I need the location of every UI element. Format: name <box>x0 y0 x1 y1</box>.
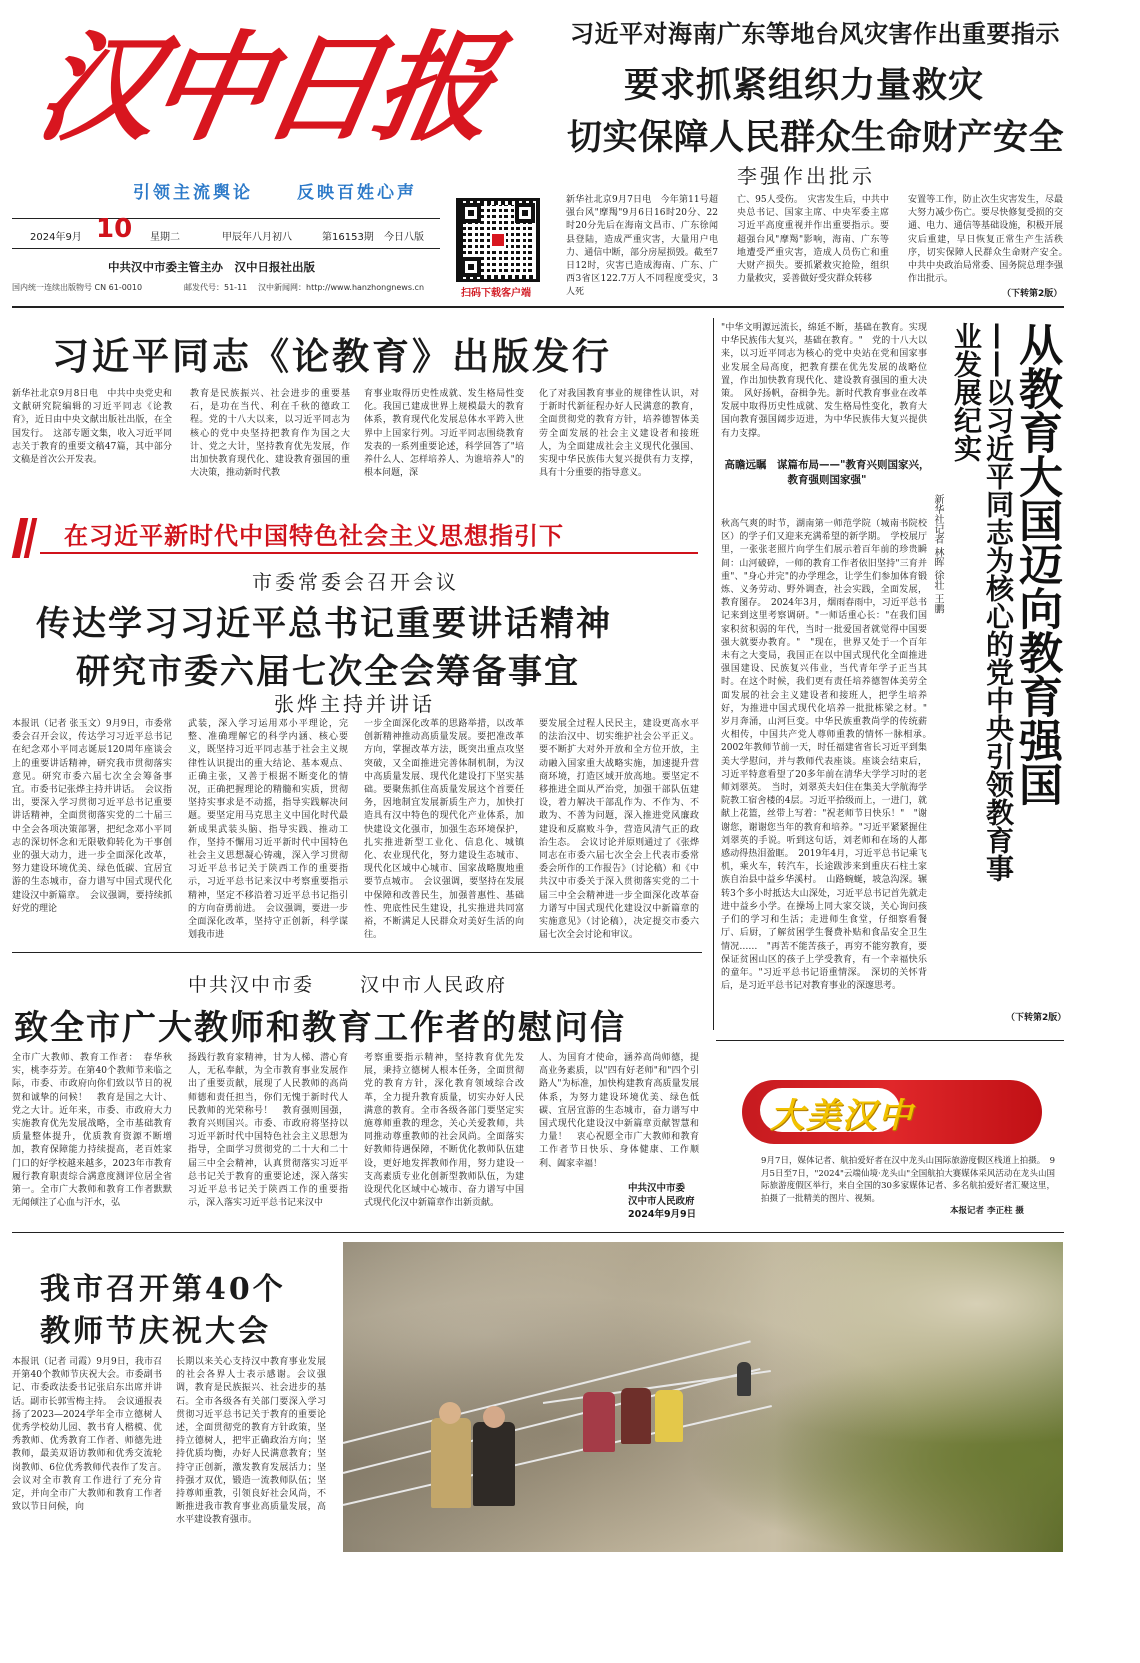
lead-sub: 李强作出批示 <box>737 164 875 188</box>
scenery-photo <box>343 1242 1063 1552</box>
meeting-sub: 张烨主持并讲话 <box>274 692 435 716</box>
book-col-1: 新华社北京9月8日电 中共中央党史和文献研究院编辑的习近平同志《论教育》，近日由中央文献出版社出版，在全国发行。 这部专题文集，收入习近平同志关于教育的重要文稿47篇，其中部分文稿是首次公开发表。 <box>12 389 172 466</box>
lunar-date: 甲辰年八月初八 <box>222 232 292 243</box>
letter-sign-date: 2024年9月9日 <box>628 1209 697 1220</box>
lead-col-3: 安置等工作，防止次生灾害发生，尽最大努力减少伤亡。要尽快修复受损的交通、电力、通信等基础设施，积极开展灾后重建，早日恢复正常生产生活秩序，切实保障人民群众生命财产安全。 中共中央政治局常委、国务院总理李强作出批示。 <box>908 195 1073 285</box>
meeting-col-1: 本报讯（记者 张玉文）9月9日，市委常委会召开会议，传达学习习近平总书记在纪念邓小平同志诞辰120周年座谈会上的重要讲话精神，研究我市贯彻落实意见。研究市委六届七次全会筹备事宜。市委书记张烨主持并讲话。 会议指出，要深入学习贯彻习近平总书记重要讲话精神，全面贯彻落实党的二十届三中全会各项决策部署，把纪念邓小平同志的深切怀念和无限敬仰转化为干事创业的强大动力，进一步全面深化改革，努力建设环境优美、绿色低碳、宜居宜游的生态城市，奋力谱写中国式现代化建设汉中新篇章。 会议强调，要持续抓好党的理论 <box>12 719 172 914</box>
meeting-col-4: 要发展全过程人民民主，建设更高水平的法治汉中、切实维护社会公平正义。要不断扩大对外开放和全方位开放，主动融入国家重大战略实施，加速提升营商环境，打造区域开放高地。要坚定不移推进全面从严治党，加强干部队伍建设，着力解决干部乱作为、不作为、不敢为、不善为问题，深入推进党风廉政建设和反腐败斗争，营造风清气正的政治生态。 会议讨论并原则通过了《张烨同志在市委六届七次全会上代表市委常委会所作的工作报告》（讨论稿）和《中共汉中市委关于深入贯彻落实党的二十届三中全会精神进一步全面深化改革奋力谱写中国式现代化建设汉中新篇章的实施意见》（讨论稿），决定提交市委六届七次全会讨论和审议。 <box>539 719 699 941</box>
page-count: 今日八版 <box>384 232 424 243</box>
letter-title: 致全市广大教师和教育工作者的慰问信 <box>14 1008 626 1048</box>
feature-byline: 新华社记者 林晖 徐壮 王鹏 <box>932 494 943 614</box>
lead-kicker: 习近平对海南广东等地台风灾害作出重要指示 <box>570 20 1060 48</box>
letter-col-2: 扬践行教育家精神，甘为人梯、潜心育人，无私奉献，为全市教育事业发展作出了重要贡献，展现了人民教师的高尚师德和责任担当，你们无愧于新时代人民教师的光荣称号！ 教育强则国强，教育兴则国兴。市委、市政府将坚持以习近平新时代中国特色社会主义思想为指导，全面学习贯彻党的二十大和二十届三中全会精神，认真贯彻落实习近平总书记关于教育的重要论述，深入落实习近平总书记关于陕西工作的重要指示，深入落实习近平总书记来汉中 <box>188 1053 348 1209</box>
feature-subtitle: ——以习近平同志为核心的党中央引领教育事业发展纪实 <box>950 322 1015 882</box>
date-prefix: 2024年9月 <box>30 232 82 243</box>
guide-banner: 在习近平新时代中国特色社会主义思想指引下 <box>64 522 564 550</box>
teachers-col-2: 长期以来关心支持汉中教育事业发展的社会各界人士表示感谢。会议强调，教育是民族振兴、社会进步的基石。全市各级各有关部门要深入学习贯彻习近平总书记关于教育的重要论述，全面贯彻党的教育方针政策，坚持立德树人，把牢正确政治方向；坚持优质均衡，办好人民满意教育；坚持守正创新，激发教育发展活力；坚持强才双优，锻造一流教师队伍；坚持尊师重教，引领良好社会风尚，不断推进我市教育事业高质量发展，高水平建设教育强市。 <box>176 1357 326 1526</box>
meeting-title-2: 研究市委六届七次全会筹备事宜 <box>76 652 580 692</box>
teachers-title-2: 教师节庆祝大会 <box>40 1314 271 1349</box>
letter-col-4: 人、为国育才使命，涵养高尚师德，提高业务素质，以"四有好老师"和"四个引路人"为标准，加快构建教育高质量发展体系，为努力建设环境优美、绿色低碳、宜居宜游的生态城市，奋力谱写中国式现代化建设汉中新篇章贡献智慧和力量！ 衷心祝愿全市广大教师和教育工作者节日快乐、身体健康、工作顺利、阖家幸福！ <box>539 1053 699 1169</box>
cn-number: 国内统一连续出版物号 CN 61-0010 <box>12 283 143 292</box>
book-col-2: 教育是民族振兴、社会进步的重要基石，是功在当代、利在千秋的德政工程。党的十八大以来，以习近平同志为核心的党中央坚持把教育作为国之大计、党之大计，坚持教育优先发展，作出加快教育现代化、建设教育强国的重大决策，推动新时代教 <box>190 389 350 479</box>
meeting-title-1: 传达学习习近平总书记重要讲话精神 <box>36 604 612 644</box>
sponsor: 中共汉中市委主管主办 汉中日报社出版 <box>108 260 315 274</box>
teachers-title-1: 我市召开第40个 <box>40 1272 286 1307</box>
book-col-4: 化了对我国教育事业的规律性认识，对于新时代新征程办好人民满意的教育，全面贯彻党的教育方针，培养德智体美劳全面发展的社会主义建设者和接班人，为全面建成社会主义现代化强国、实现中华民族伟大复兴提供有力支撑，具有十分重要的指导意义。 <box>539 389 699 479</box>
teachers-col-1: 本报讯（记者 司霞）9月9日，我市召开第40个教师节庆祝大会。市委副书记、市委政法委书记张启东出席并讲话。副市长郭雪梅主持。 会议通报表扬了2023—2024学年全市立德树人优秀学校幼儿园、教书育人楷模、优秀教师、优秀教育工作者、师德先进教师，最美双语访教师和优秀交流轮岗教师、6位优秀教师代表作了发言。 会议对全市教育工作进行了充分肯定，并向全市广大教师和教育工作者致以节日问候，向 <box>12 1357 172 1513</box>
date-day: 10 <box>96 214 133 244</box>
meeting-kicker: 市委常委会召开会议 <box>252 570 459 594</box>
lead-col-2: 亡、95人受伤。 灾害发生后，中共中央总书记、国家主席、中央军委主席习近平高度重视并作出重要指示。要超强台风"摩羯"影响，海南、广东等地遭受严重灾害，造成人员伤亡和重大财产损失。要抓紧救灾抢险，组织力量救灾，妥善做好受灾群众转移 <box>737 195 889 285</box>
scenery-credit: 本报记者 李正柱 摄 <box>950 1206 1024 1216</box>
lead-title-2: 切实保障人民群众生命财产安全 <box>567 118 1065 158</box>
book-title: 习近平同志《论教育》出版发行 <box>52 335 612 378</box>
letter-kicker-left: 中共汉中市委 <box>188 974 315 996</box>
feature-top: "中华文明源远流长，绵延不断，基础在教育。实现中华民族伟大复兴，基础在教育。" 党的十八大以来，以习近平同志为核心的党中央站在党和国家事业发展全局高度，把教育摆在优先发展的战略位置，作出加快教育现代化、建设教育强国的重大决策。 风好扬帆，奋楫争先。新时代教育事业在改革发展中取得历史性成就、发生格局性变化，教育大国向教育强国阔步迈进，为中华民族伟大复兴提供有力支撑。 <box>721 323 927 439</box>
qr-caption: 扫码下载客户端 <box>461 288 531 299</box>
website-link[interactable]: 汉中新闻网：http://www.hanzhongnews.cn <box>258 283 425 292</box>
masthead-logo: 汉中日报 <box>27 18 501 157</box>
scenery-caption: 9月7日，媒体记者、航拍爱好者在汉中龙头山国际旅游度假区栈道上拍摄。 9月5日至7日，"2024"云端仙境·龙头山"全国航拍大赛媒体采风活动在龙头山国际旅游度假区举行，来自全国的30多家媒体记者、多名航拍爱好者汇聚这里，拍摄了一批精美的图片、视频。 <box>761 1156 1055 1204</box>
scenery-banner: 大美汉中 <box>770 1096 914 1136</box>
feature-subhead: 高瞻远瞩 谋篇布局——"教育兴则国家兴，教育强则国家强" <box>724 459 930 486</box>
issue-number: 第16153期 <box>322 232 374 243</box>
letter-sign-1: 中共汉中市委 <box>628 1183 686 1194</box>
slogan-left: 引领主流舆论 <box>133 183 253 203</box>
meeting-col-3: 一步全面深化改革的思路举措，以改革创新精神推动高质量发展。要把准改革方向，掌握改革方法，既突出重点攻坚突破，又全面推进完善体制机制，为汉中高质量发展、现代化建设打下坚实基础。要聚焦抓住高质量发展这个首要任务，因地制宜发展新质生产力，加快打造具有汉中特色的现代化产业体系，加快建设文化强市，加强生态环境保护，扎实推进新型工业化、信息化、城镇化、农业现代化，努力建设生态城市、现代化区域中心城市、国家战略腹地重要节点城市。 会议强调，要坚持在发展中保障和改善民生，加强普惠性、基础性、兜底性民生建设，扎实推进共同富裕，不断满足人民群众对美好生活的向往。 <box>364 719 524 941</box>
slogan-right: 反映百姓心声 <box>297 183 417 203</box>
meeting-col-2: 武装，深入学习运用邓小平理论，完整、准确理解它的科学内涵、核心要义，既坚持习近平同志基于社会主义规律性认识提出的重大结论、基本观点、正确主张，又善于根据不断变化的情况，正确把握理论的精髓和实质，贯彻坚持实事求是不动摇，指导实践解决问题。要坚定用马克思主义中国化时代最新成果武装头脑、指导实践、推动工作，坚持不懈用习近平新时代中国特色社会主义思想凝心铸魂，深入学习贯彻习近平总书记关于陕西工作的重要指示，习近平总书记来汉中考察重要指示精神，坚定不移沿着习近平总书记指引的方向奋勇前进。 会议强调，要进一步全面深化改革，坚持守正创新，科学谋划我市进 <box>188 719 348 941</box>
feature-col: 秋高气爽的时节，湖南第一师范学院（城南书院校区）的学子们又迎来充满希望的新学期。 学校展厅里，一张张老照片向学生们展示着百年前的珍贵瞬间：山河破碎，一师的教育工作者依旧坚持"三育并重"、"身心并完"的办学理念，让学生们参加体育锻炼、义务劳动、野外调查，社会实践，全面发展，教育图存。 2024年3月，烟雨春雨中，习近平总书记来到这里考察调研。"一师话重心长："在我们国家积贫积弱的年代，当时一批爱国者就觉得中国要强大就要办教育。" "现在，世界又处于一个百年未有之大变局，我国正在以中国式现代化全面推进强国建设、民族复兴伟业，当代青年学子正当其时。在这个时候，我们更有责任培养德智体美劳全面发展的社会主义建设者和接班人，把学生培养好，为推进中国式现代化培养一批批栋梁之材。" 岁月奔涌，山河巨变。中华民族重教尚学的传统薪火相传，中国共产党人尊师重教的情怀一脉相承。 2002年教师节前一天，时任福建省省长习近平到集美大学慰问，并与教师代表座谈。座谈会结束后，习近平特意看望了20多年前在清华大学学习时的老师刘翠英。 当时，刘翠英夫妇住在集美大学航海学院教工宿舍楼的4层。习近平拾级而上，一进门，就献上花篮，丝带上写着："祝老师节日快乐！" "谢谢您，谢谢您当年的教育和培养。"习近平紧紧握住刘翠英的手说。听到这句话，刘老师和在场的人都感动得热泪盈眶。 2019年4月，习近平总书记乘飞机，乘火车，转汽车，长途跋涉来到重庆石柱土家族自治县中益乡华溪村。 山路蜿蜒，坡急沟深。辗转3个多小时抵达大山深处，习近平总书记首先就走进中益乡小学。在操场上同大家交谈，关心询问孩子们的学习和生活；走进师生食堂，仔细察看餐厅、后厨，了解贫困学生餐费补贴和食品安全卫生情况…… "再苦不能苦孩子，再穷不能穷教育，要保证贫困山区的孩子上学受教育，有一个幸福快乐的童年。"习近平总书记语重情深。 深切的关怀背后，是习近平总书记对教育事业的深邃思考。 <box>721 519 937 992</box>
feature-title: 从教育大国迈向教育强国 <box>1011 322 1062 806</box>
postal-code: 邮发代号：51-11 <box>184 283 248 292</box>
qr-code[interactable] <box>456 198 540 282</box>
weekday: 星期二 <box>150 232 180 243</box>
book-col-3: 育事业取得历史性成就、发生格局性变化。我国已建成世界上规模最大的教育体系，教育现代化发展总体水平跨入世界中上国家行列。习近平同志围绕教育发表的一系列重要论述，科学回答了"培养什么人、怎样培养人、为谁培养人"的根本问题，深 <box>364 389 524 479</box>
letter-col-3: 考察重要指示精神，坚持教育优先发展，秉持立德树人根本任务，全面贯彻党的教育方针，深化教育领域综合改革，全力提升教育质量，切实办好人民满意的教育。全市各级各部门要坚定实施尊师重教的理念，关心关爱教师，共同推动尊重教师的社会风尚。全面落实好教师待遇保障，不断优化教师队伍建设，更好地发挥教师作用，努力建设一支高素质专业化创新型教师队伍，为建设现代化区域中心城市、奋力谱写中国式现代化汉中新篇章作出新贡献。 <box>364 1053 524 1209</box>
lead-jump: （下转第2版） <box>1002 289 1063 299</box>
feature-jump: （下转第2版） <box>1006 1013 1067 1023</box>
lead-title-1: 要求抓紧组织力量救灾 <box>624 66 985 106</box>
letter-col-1: 全市广大教师、教育工作者： 春华秋实，桃李芬芳。在第40个教师节来临之际，市委、市政府向你们致以节日的祝贺和诚挚的问候！ 教育是国之大计、党之大计。近年来，市委、市政府大力实施教育优先发展战略，全市基础教育质量整体提升，优质教育资源不断增加，教育保障能力持续提高，老百姓家门口的好学校越来越多，2023年市教育履行教育职责综合满意度测评位居全省第一。全市广大教师和教育工作者默默无闻倾注了心血与汗水，弘 <box>12 1053 172 1209</box>
letter-sign-2: 汉中市人民政府 <box>628 1196 695 1207</box>
lead-col-1: 新华社北京9月7日电 今年第11号超强台风"摩羯"9月6日16时20分、22时20分先后在海南文昌市、广东徐闻县登陆，造成严重灾害，大量用户电力、通信中断，部分房屋损毁。截至7日12时，灾害已造成海南、广东、广西3省区122.7万人不同程度受灾，3人死 <box>566 195 718 298</box>
letter-kicker-right: 汉中市人民政府 <box>360 974 508 996</box>
